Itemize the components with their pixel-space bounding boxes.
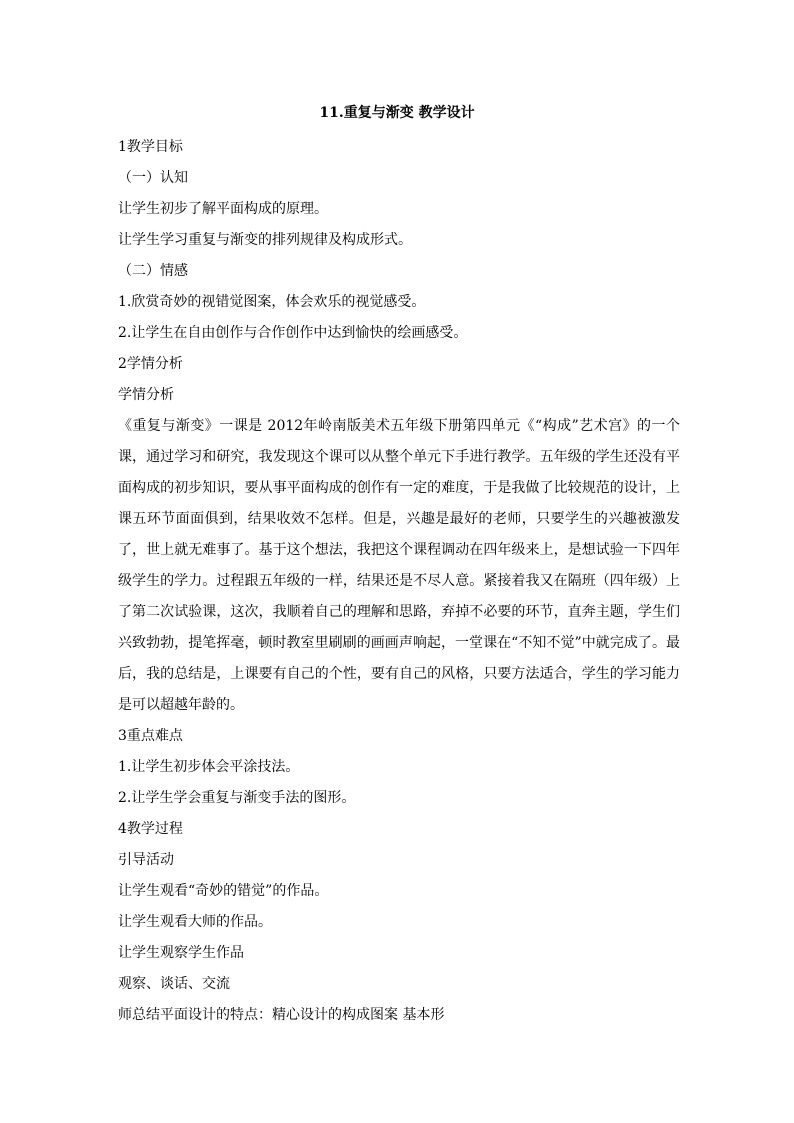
section-heading-objectives: 1教学目标 [118,139,183,155]
section-heading-key-points: 3重点难点 [118,728,183,744]
text-line: 让学生观看“奇妙的错觉”的作品。 [118,883,329,899]
text-line: 2.让学生在自由创作与合作创作中达到愉快的绘画感受。 [118,325,468,341]
analysis-paragraph: 《重复与渐变》一课是 2012年岭南版美术五年级下册第四单元《“构成”艺术宫》的一个课，通过学习和研究，我发现这个课可以从整个单元下手进行教学。五年级的学生还没有平面构成的初步知识，要从事平面构成的创作有一定的难度，于是我做了比较规范的设计，上课五环节面面俱到，结果收效不怎样。但是，兴趣是最好的老师，只要学生的兴趣被激发了，世上就无难事了。基于这个想法，我把这个课程调动在四年级来上，是想试验一下四年级学生的学力。过程跟五年级的一样，结果还是不尽人意。紧接着我又在隔班（四年级）上了第二次试验课，这次，我顺着自己的理解和思路，弃掉不必要的环节，直奔主题，学生们兴致勃勃，提笔挥毫，顿时教室里刷刷的画画声响起，一堂课在“不知不觉”中就完成了。最后，我的总结是，上课要有自己的个性，要有自己的风格，只要方法适合，学生的学习能力是可以超越年龄的。 [118,418,680,713]
subheading-analysis: 学情分析 [118,387,174,403]
text-line: 1.让学生初步体会平涂技法。 [118,759,300,775]
text-line: 让学生初步了解平面构成的原理。 [118,201,328,217]
document-title: 11.重复与渐变 教学设计 [319,105,475,121]
section-heading-analysis: 2学情分析 [118,356,183,372]
text-line: 让学生学习重复与渐变的排列规律及构成形式。 [118,232,412,248]
subheading-cognition: （一）认知 [118,170,188,186]
text-line: 观察、谈话、交流 [118,976,230,992]
text-line: 1.欣赏奇妙的视错觉图案，体会欢乐的视觉感受。 [118,294,426,310]
text-line: 让学生观察学生作品 [118,945,244,961]
text-line: 让学生观看大师的作品。 [118,914,272,930]
text-line: 师总结平面设计的特点：精心设计的构成图案 基本形 [118,1007,445,1023]
document-body [118,132,680,1031]
text-line: 2.让学生学会重复与渐变手法的图形。 [118,790,356,806]
subheading-guide: 引导活动 [118,852,174,868]
section-heading-process: 4教学过程 [118,821,183,837]
subheading-emotion: （二）情感 [118,263,188,279]
